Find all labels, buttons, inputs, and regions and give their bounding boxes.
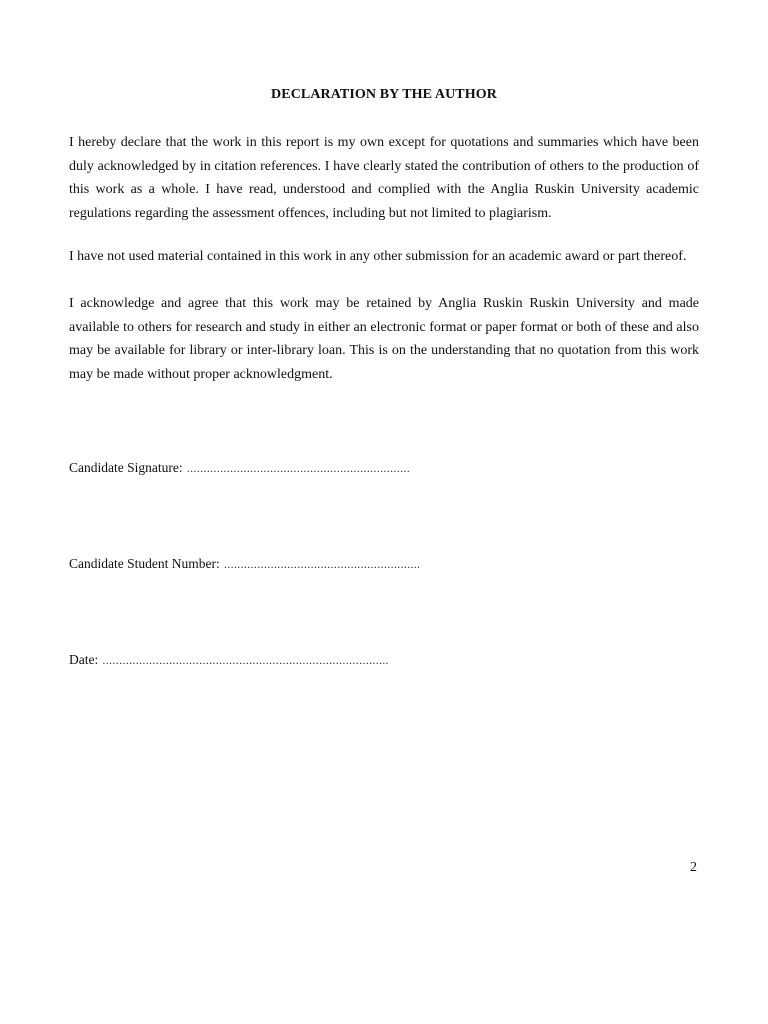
date-line: ………………………………………………………………………….. [102,656,389,667]
signature-label: Candidate Signature: [69,460,183,475]
page-title: DECLARATION BY THE AUTHOR [271,87,497,102]
page-number: 2 [690,860,697,875]
student-number-line: ………………………………………………….. [223,560,421,571]
date-field [69,652,389,668]
signature-line: …………………………………………………………. [186,464,410,475]
declaration-paragraph-1: I hereby declare that the work in this report is my own except for quotations and summaries which have been duly acknowledged by in citation references. I have clearly stated the contribution of others to the production of this work as a whole. I have read, understood and complied with the Anglia Ruskin University academic regulations regarding the assessment offences, including but not limited to plagiarism. [69,135,699,221]
declaration-paragraph-3: I acknowledge and agree that this work may be retained by Anglia Ruskin Ruskin University and made available to others for research and study in either an electronic format or paper format or both of these and also may be available for library or inter-library loan. This is on the understanding that no quotation from this work may be made without proper acknowledgment. [69,296,699,382]
signature-field [69,460,410,476]
student-number-label: Candidate Student Number: [69,556,220,571]
student-number-field [69,556,420,572]
declaration-paragraph-2: I have not used material contained in this work in any other submission for an academic award or part thereof. [69,249,687,264]
date-label: Date: [69,652,99,667]
